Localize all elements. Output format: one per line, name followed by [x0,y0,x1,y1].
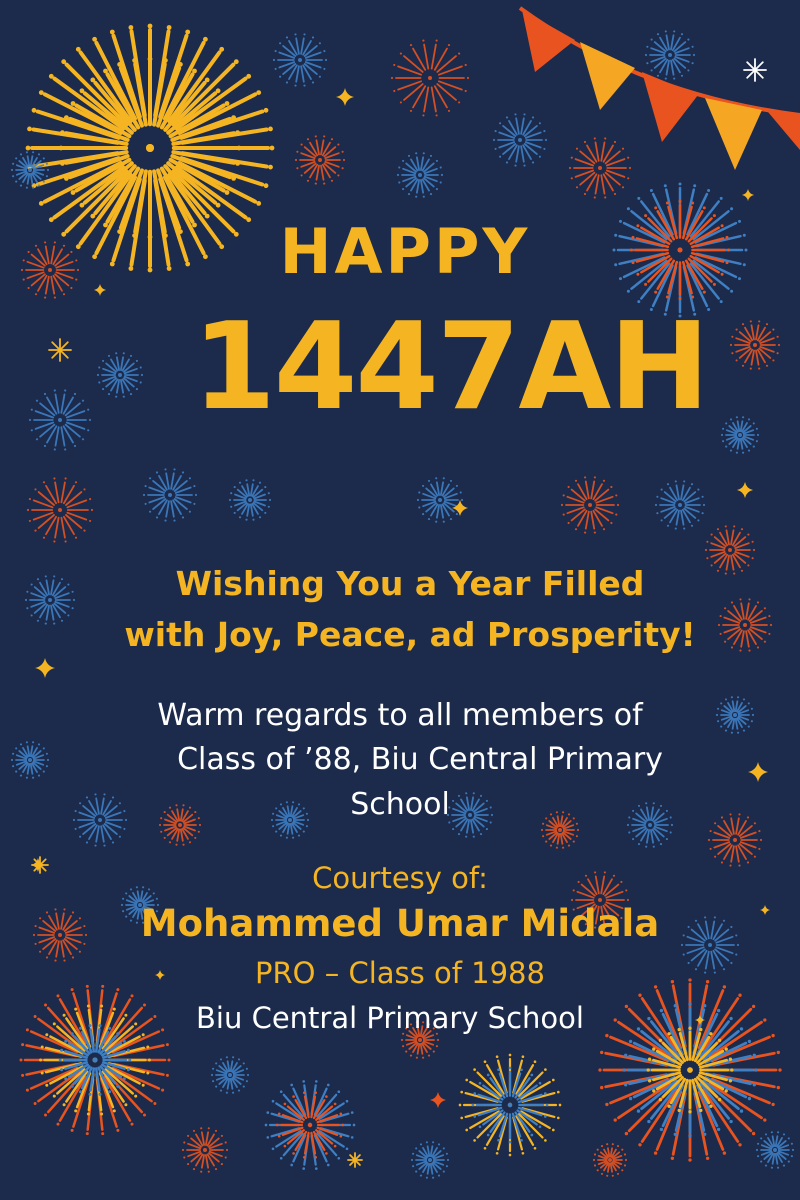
regards-line-1: Warm regards to all members of [157,698,643,733]
firework-icon [143,468,197,521]
sparkle-icon [748,762,768,782]
courtesy-school: Biu Central Primary School [196,1001,584,1035]
wish-line-2: with Joy, Peace, ad Prosperity! [124,615,696,654]
star-icon [49,339,71,361]
firework-icon [21,241,79,298]
firework-icon [655,480,705,529]
star-icon [744,59,766,81]
firework-icon [593,1143,627,1177]
courtesy-role: PRO – Class of 1988 [255,956,545,990]
headline-year: 1447AH [192,298,708,437]
sparkle-icon [430,1092,446,1108]
sparkle-icon [452,500,468,516]
sparkle-icon [35,658,55,678]
firework-icon [417,477,463,523]
firework-icon [493,113,547,166]
firework-icon [569,137,631,198]
sparkle-icon [742,189,754,201]
firework-icon [11,741,49,779]
firework-icon [97,352,143,398]
firework-icon [33,908,87,961]
firework-icon [756,1131,794,1169]
courtesy-name: Mohammed Umar Midala [140,902,660,945]
firework-icon [27,477,93,542]
headline-happy: HAPPY [279,215,531,288]
courtesy-label: Courtesy of: [312,861,488,895]
firework-icon [645,30,695,79]
firework-icon [295,135,345,184]
firework-icon [561,476,619,533]
wish-line-1: Wishing You a Year Filled [175,564,645,603]
sparkle-icon [760,905,770,915]
firework-icon [25,575,75,624]
firework-icon [182,1127,228,1173]
sparkle-icon [94,284,106,296]
firework-icon [391,40,469,117]
firework-icon [647,1027,734,1114]
bunting-flags-icon [520,8,800,170]
firework-icon [229,479,271,521]
firework-icon [397,152,443,198]
sparkle-icon [336,88,354,106]
star-icon [348,1153,362,1167]
firework-icon [630,200,730,300]
firework-icon [276,1091,344,1158]
regards-line-2: Class of ’88, Biu Central Primary [177,742,663,777]
firework-icon [273,33,327,86]
star-icon [32,857,48,873]
firework-icon [29,389,91,450]
firework-icon [411,1141,449,1179]
regards-line-3: School [350,787,450,822]
firework-icon [211,1056,249,1094]
sparkle-icon [737,482,753,498]
firework-icon [716,696,754,734]
